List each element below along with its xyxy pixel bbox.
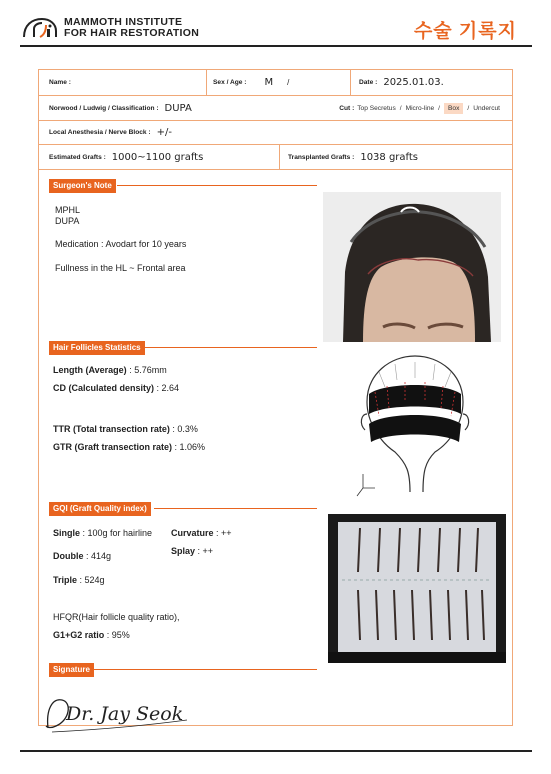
date-field[interactable]: Date : 2025.01.03. — [350, 70, 512, 95]
cut-option-box[interactable]: Box — [444, 103, 463, 114]
g1g2-stat: G1+G2 ratio : 95% — [53, 630, 130, 640]
cut-option-top-secretus[interactable]: Top Secretus — [357, 104, 396, 112]
svg-text:Dr. Jay Seok: Dr. Jay Seok — [66, 703, 184, 725]
fullness-text: Fullness in the HL ~ Frontal area — [55, 263, 186, 273]
section-divider — [154, 508, 317, 509]
cut-options: Cut : Top Secretus / Micro-line / Box / Undercut — [339, 104, 500, 112]
transplanted-grafts-field[interactable]: Transplanted Grafts : 1038 grafts — [279, 145, 512, 169]
section-divider — [145, 347, 317, 348]
cut-option-undercut[interactable]: Undercut — [473, 104, 500, 112]
medication-text: Medication : Avodart for 10 years — [55, 239, 187, 249]
page-title: 수술 기록지 — [413, 21, 517, 42]
mammoth-logo-icon — [20, 15, 60, 41]
top-divider — [20, 45, 532, 47]
triple-stat: Triple : 524g — [53, 575, 105, 585]
ttr-stat: TTR (Total transection rate) : 0.3% — [53, 424, 198, 434]
section-divider — [117, 185, 317, 186]
gqi-heading: GQI (Graft Quality index) — [49, 502, 151, 516]
donor-area-diagram — [355, 352, 475, 500]
graft-sorting-photo — [328, 514, 506, 663]
single-stat: Single : 100g for hairline — [53, 528, 153, 538]
gtr-stat: GTR (Graft transection rate) : 1.06% — [53, 442, 206, 452]
bottom-divider — [20, 750, 532, 752]
cut-option-micro-line[interactable]: Micro-line — [405, 104, 435, 112]
institute-name: MAMMOTH INSTITUTE FOR HAIR RESTORATION — [64, 16, 200, 39]
surgeon-note-heading: Surgeon's Note — [49, 179, 116, 193]
estimated-grafts-field[interactable]: Estimated Grafts : 1000~1100 grafts — [49, 151, 204, 163]
curvature-stat: Curvature : ++ — [171, 528, 232, 538]
length-stat: Length (Average) : 5.76mm — [53, 365, 167, 375]
double-stat: Double : 414g — [53, 551, 112, 561]
splay-stat: Splay : ++ — [171, 546, 214, 556]
row-grafts — [39, 145, 512, 170]
name-field[interactable]: Name : — [49, 79, 71, 86]
row-patient — [39, 70, 512, 96]
row-anesthesia — [39, 121, 512, 145]
classification-field[interactable]: Norwood / Ludwig / Classification : DUPA — [49, 102, 192, 114]
anesthesia-field[interactable]: Local Anesthesia / Nerve Block : +/- — [49, 127, 172, 138]
section-divider — [94, 669, 317, 670]
signature-heading: Signature — [49, 663, 94, 677]
cd-stat: CD (Calculated density) : 2.64 — [53, 383, 180, 393]
sex-age-field[interactable]: Sex / Age : M / — [206, 70, 350, 95]
hfqr-text: HFQR(Hair follicle quality ratio), — [53, 612, 180, 622]
doctor-signature — [42, 690, 192, 735]
surgeon-note-text: MPHL DUPA — [55, 205, 81, 226]
hairline-photo — [323, 192, 501, 342]
follicles-stats-heading: Hair Follicles Statistics — [49, 341, 145, 355]
row-classification — [39, 96, 512, 121]
